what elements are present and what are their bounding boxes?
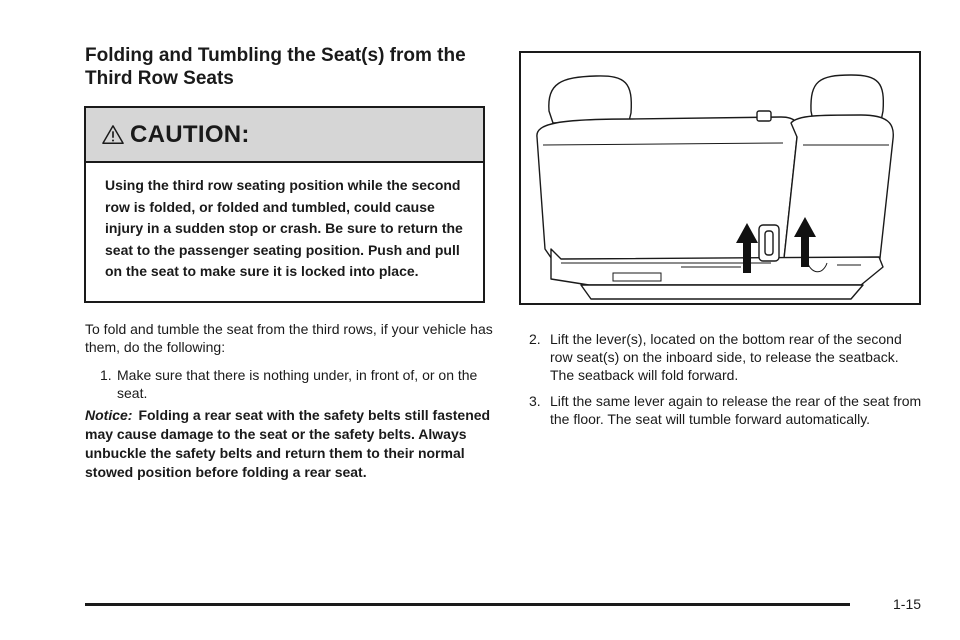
notice-paragraph — [85, 406, 495, 482]
seat-drawing — [521, 53, 919, 303]
warning-triangle-icon — [102, 124, 124, 146]
caution-text: Using the third row seating position while the second row is folded, or folded and tumbled, could cause injury in a sudden stop or crash. Be sure to return the seat to the passenger seating position. Push and pull on the seat to make sure it is locked into place. — [105, 177, 463, 279]
intro-paragraph: To fold and tumble the seat from the third rows, if your vehicle has them, do the following: — [85, 321, 493, 355]
step-number: 2. — [529, 331, 541, 347]
step-text: Make sure that there is nothing under, in front of, or on the seat. — [117, 367, 478, 401]
step-number: 1. — [100, 367, 112, 383]
step-text: Lift the lever(s), located on the bottom rear of the second row seat(s) on the inboard side, to release the seatback. The seatback will fold forward. — [550, 331, 902, 383]
rear-seat-lever-illustration — [519, 51, 921, 305]
footer-rule — [85, 603, 850, 606]
caution-title: CAUTION: — [130, 120, 250, 148]
section-title: Folding and Tumbling the Seat(s) from the Third Row Seats — [85, 45, 466, 89]
caution-box — [84, 106, 485, 303]
step-number: 3. — [529, 393, 541, 409]
notice-label: Notice: — [85, 407, 133, 423]
notice-text: Folding a rear seat with the safety belts still fastened may cause damage to the seat or the safety belts. Always unbuckle the safety belts and return them to their normal stowed position before folding a rear seat. — [85, 407, 491, 480]
page-number: 1-15 — [893, 596, 922, 612]
step-text: Lift the same lever again to release the rear of the seat from the floor. The seat will tumble forward automatically. — [550, 393, 922, 427]
caution-header — [86, 108, 483, 163]
